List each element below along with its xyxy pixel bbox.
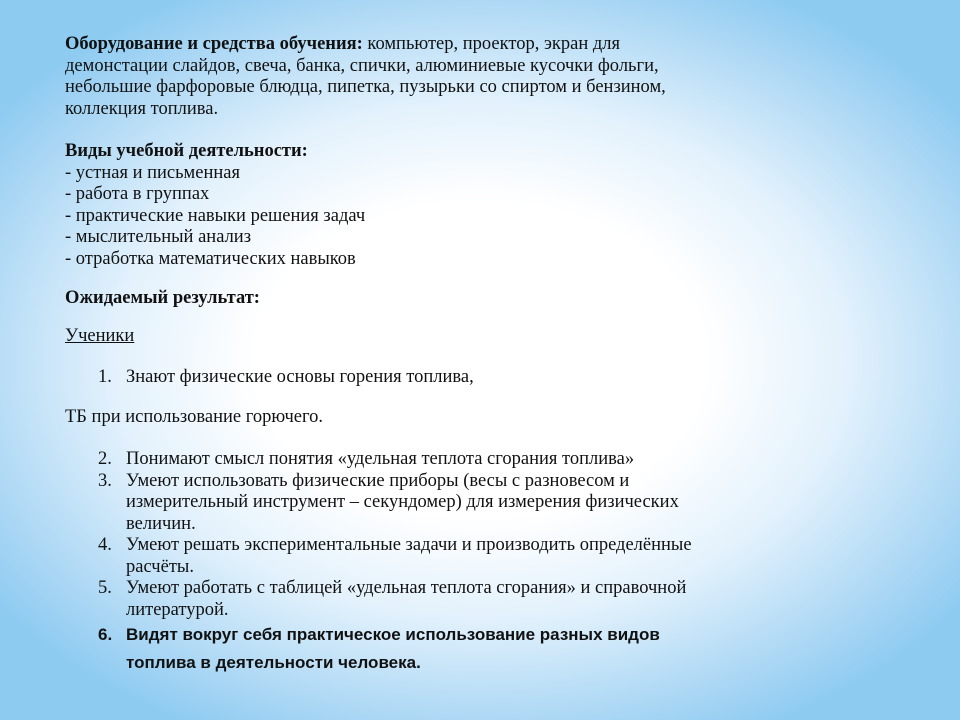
result-item-3-line-1: Умеют использовать физические приборы (весы с разновесом и	[126, 470, 630, 491]
activity-item: - мыслительный анализ	[65, 227, 252, 247]
result-item-3-line-3: величин.	[126, 513, 196, 534]
result-item-4	[65, 535, 895, 578]
result-item-2-line-1: Понимают смысл понятия «удельная теплота сгорания топлива»	[126, 449, 635, 469]
result-list-first	[65, 367, 895, 389]
result-item-5-num: 5.	[98, 578, 112, 598]
activities-section	[65, 141, 895, 270]
equipment-line-4: коллекция топлива.	[65, 98, 219, 119]
result-label: Ожидаемый результат:	[65, 288, 260, 308]
result-item-3-num: 3.	[98, 470, 112, 491]
safety-text: ТБ при использование горючего.	[65, 407, 323, 427]
activity-item: - работа в группах	[65, 184, 210, 204]
result-item-3-line-2: измерительный инструмент – секундомер) для измерения физических	[126, 492, 679, 512]
result-item-3	[65, 471, 895, 536]
result-item-5-line-2: литературой.	[126, 599, 229, 620]
equipment-section	[65, 34, 895, 120]
activity-item: - отработка математических навыков	[65, 248, 356, 269]
result-item-1-text: Знают физические основы горения топлива,	[126, 367, 474, 387]
result-item-6-line-1: Видят вокруг себя практическое использование разных видов	[126, 625, 660, 644]
students-heading: Ученики	[65, 326, 135, 346]
result-item-1-num: 1.	[98, 367, 112, 387]
equipment-text-1: компьютер, проектор, экран для	[362, 34, 621, 54]
result-item-6	[65, 621, 895, 677]
equipment-line-3: небольшие фарфоровые блюдца, пипетка, пузырьки со спиртом и бензином,	[65, 77, 666, 97]
result-item-5	[65, 578, 895, 621]
activity-item: - практические навыки решения задач	[65, 205, 366, 226]
result-item-6-line-2: топлива в деятельности человека.	[126, 653, 421, 672]
equipment-label: Оборудование и средства обучения:	[65, 34, 363, 54]
result-item-6-num: 6.	[98, 625, 113, 644]
result-item-1	[65, 367, 895, 389]
result-item-4-num: 4.	[98, 535, 112, 555]
activities-label: Виды учебной деятельности:	[65, 141, 308, 161]
activities-list	[65, 163, 895, 271]
equipment-line-2: демонстации слайдов, свеча, банка, спички, алюминиевые кусочки фольги,	[65, 55, 659, 76]
result-item-2-num: 2.	[98, 449, 112, 469]
activity-item: - устная и письменная	[65, 162, 240, 183]
result-item-4-line-1: Умеют решать экспериментальные задачи и производить определённые	[126, 535, 692, 555]
result-item-4-line-2: расчёты.	[126, 556, 194, 577]
equipment-line-1	[65, 34, 895, 56]
result-list-rest	[65, 449, 895, 677]
result-item-2	[65, 449, 895, 471]
result-item-5-line-1: Умеют работать с таблицей «удельная теплота сгорания» и справочной	[126, 578, 687, 598]
